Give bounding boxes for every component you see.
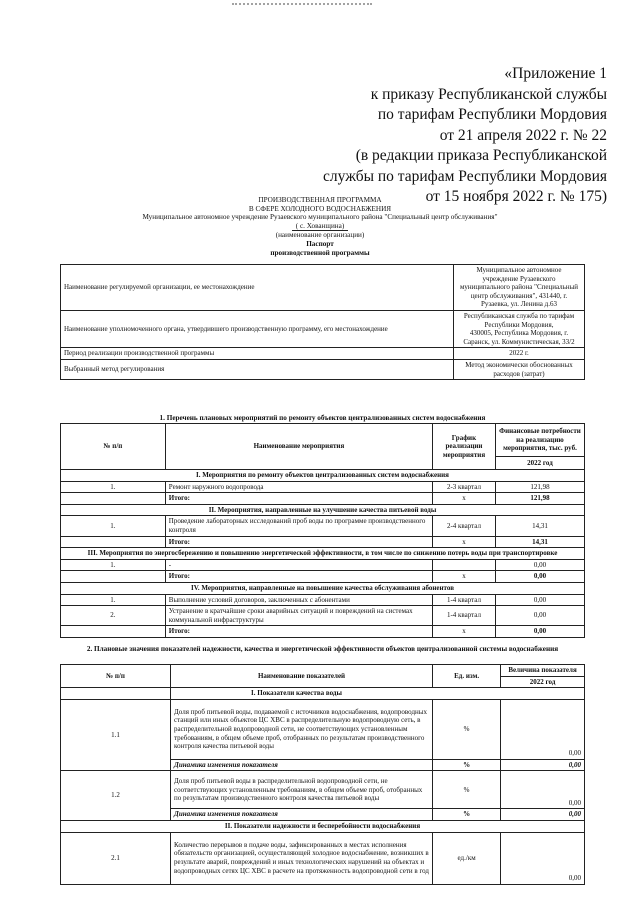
col-name: Наименование показателей bbox=[171, 665, 433, 688]
header-line: к приказу Республиканской службы bbox=[370, 85, 607, 103]
header-line: по тарифам Республики Мордовия bbox=[377, 106, 607, 123]
col-no: № п/п bbox=[61, 424, 166, 470]
dynamics-row: Динамика изменения показателя % 0,00 bbox=[61, 809, 585, 821]
dynamics-row: Динамика изменения показателя % 0,00 bbox=[61, 759, 585, 771]
passport-value: Муниципальное автономное учреждение Рузаевского муниципального района "Специальный центр обслуживания", 431440, г. Рузаевка, ул. Ленина д.63 bbox=[454, 265, 585, 311]
col-finance: Финансовые потребности на реализацию мероприятия, тыс. руб. bbox=[495, 424, 584, 457]
passport-table bbox=[60, 264, 585, 380]
table-row: 2. Устранение в кратчайшие сроки аварийных ситуаций и повреждений на системах коммунальной инфраструктуры 1-4 квартал 0,00 bbox=[61, 606, 585, 626]
table-row: 1.2 Доля проб питьевой воды в распределительной водопроводной сети, не соответствующих установленным требованиям, в общем объеме проб, отобранных по результатам производственного контроля качества питьевой воды % 0,00 bbox=[61, 771, 585, 809]
scan-artifact bbox=[232, 0, 372, 5]
table-row: 1. Проведение лабораторных исследований проб воды по программе производственного контроля 2-4 квартал 14,31 bbox=[61, 516, 585, 536]
appendix-header bbox=[247, 64, 607, 208]
table-row: 1.1 Доля проб питьевой воды, подаваемой с источников водоснабжения, водопроводных станций или иных объектов ЦС ХВС в распределительную водопроводную сеть, в распределительной водопроводной сети, не соответствующих установленным требованиям, в общем объеме проб, отобранных по результатам производственного контроля качества питьевой воды % 0,00 bbox=[61, 699, 585, 759]
table-header-row bbox=[61, 665, 585, 677]
organization-caption: (наименование организации) bbox=[275, 231, 365, 240]
passport-row bbox=[61, 359, 585, 379]
organization-name: Муниципальное автономное учреждение Рузаевского муниципального района "Специальный центр обслуживания" bbox=[142, 213, 498, 222]
passport-value: Метод экономически обоснованных расходов (затрат) bbox=[454, 359, 585, 379]
passport-label: Наименование регулируемой организации, ее местонахождение bbox=[61, 265, 454, 311]
header-line: от 21 апреля 2022 г. № 22 bbox=[439, 126, 607, 144]
program-title bbox=[60, 196, 580, 257]
col-schedule: График реализации мероприятия bbox=[433, 424, 496, 470]
passport-row bbox=[61, 265, 585, 311]
group-title: IV. Мероприятия, направленные на повышение качества обслуживания абонентов bbox=[61, 582, 585, 594]
table-row: 1. Выполнение условий договоров, заключенных с абонентами 1-4 квартал 0,00 bbox=[61, 594, 585, 606]
passport-row bbox=[61, 310, 585, 347]
col-name: Наименование мероприятия bbox=[165, 424, 432, 470]
group-title: I. Мероприятия по ремонту объектов централизованных систем водоснабжения bbox=[61, 470, 585, 482]
passport-row bbox=[61, 348, 585, 360]
col-unit: Ед. изм. bbox=[433, 665, 501, 688]
group-title: II. Мероприятия, направленные на улучшение качества питьевой воды bbox=[61, 504, 585, 516]
total-row: Итого: x 0,00 bbox=[61, 571, 585, 583]
total-row: Итого: x 0,00 bbox=[61, 626, 585, 638]
passport-label: Период реализации производственной программы bbox=[61, 348, 454, 360]
section1-title: 1. Перечень плановых мероприятий по ремонту объектов централизованных систем водоснабжения bbox=[159, 414, 486, 422]
header-line: от 15 ноября 2022 г. № 175) bbox=[425, 188, 607, 205]
col-no: № п/п bbox=[61, 665, 171, 688]
passport-label: Выбранный метод регулирования bbox=[61, 359, 454, 379]
passport-value: 2022 г. bbox=[454, 348, 585, 360]
table-row: 2.1 Количество перерывов в подаче воды, зафиксированных в местах исполнения обязательств организацией, осуществляющей холодное водоснабжение, возникших в результате аварий, повреждений и иных технологических нарушений на объектах и водопроводных сетях ЦС ХВС в расчете на протяженность водопроводной сети в год ед./км 0,00 bbox=[61, 832, 585, 884]
passport-label: Наименование уполномоченного органа, утвердившего производственную программу, его местонахождение bbox=[61, 310, 454, 347]
program-title-line2: В СФЕРЕ ХОЛОДНОГО ВОДОСНАБЖЕНИЯ bbox=[248, 204, 392, 213]
table-header-row bbox=[61, 424, 585, 457]
header-line: (в редакции приказа Республиканской bbox=[355, 147, 607, 164]
indicators-table bbox=[60, 664, 585, 885]
header-line: службы по тарифам Республики Мордовия bbox=[323, 167, 607, 185]
header-line: «Приложение 1 bbox=[504, 65, 607, 82]
table-row: 1. Ремонт наружного водопровода 2-3 квартал 121,98 bbox=[61, 481, 585, 493]
col-year: 2022 год bbox=[495, 456, 584, 469]
organization-village: ( с. Хованщина) bbox=[292, 222, 348, 232]
group-title: II. Показатели надежности и бесперебойности водоснабжения bbox=[61, 820, 585, 832]
col-year: 2022 год bbox=[501, 676, 585, 688]
program-title-line1: ПРОИЗВОДСТВЕННАЯ ПРОГРАММА bbox=[258, 196, 382, 204]
group-title: I. Показатели качества воды bbox=[171, 688, 585, 700]
col-value: Величина показателя bbox=[501, 665, 585, 677]
group-title: III. Мероприятия по энергосбережению и повышению энергетической эффективности, в том числе по снижению потерь воды при транспортировке bbox=[61, 548, 585, 560]
passport-subtitle: производственной программы bbox=[270, 248, 370, 257]
passport-title: Паспорт bbox=[306, 239, 334, 248]
repair-measures-table bbox=[60, 423, 585, 638]
total-row: Итого: x 121,98 bbox=[61, 493, 585, 505]
table-row: 1. - 0,00 bbox=[61, 559, 585, 571]
section2-title: 2. Плановые значения показателей надежности, качества и энергетической эффективности объектов централизованной системы водоснабжения bbox=[86, 645, 559, 653]
passport-value: Республиканская служба по тарифам Республики Мордовия, 430005, Республика Мордовия, г. Саранск, ул. Коммунистическая, 33/2 bbox=[454, 310, 585, 347]
total-row: Итого: x 14,31 bbox=[61, 536, 585, 548]
